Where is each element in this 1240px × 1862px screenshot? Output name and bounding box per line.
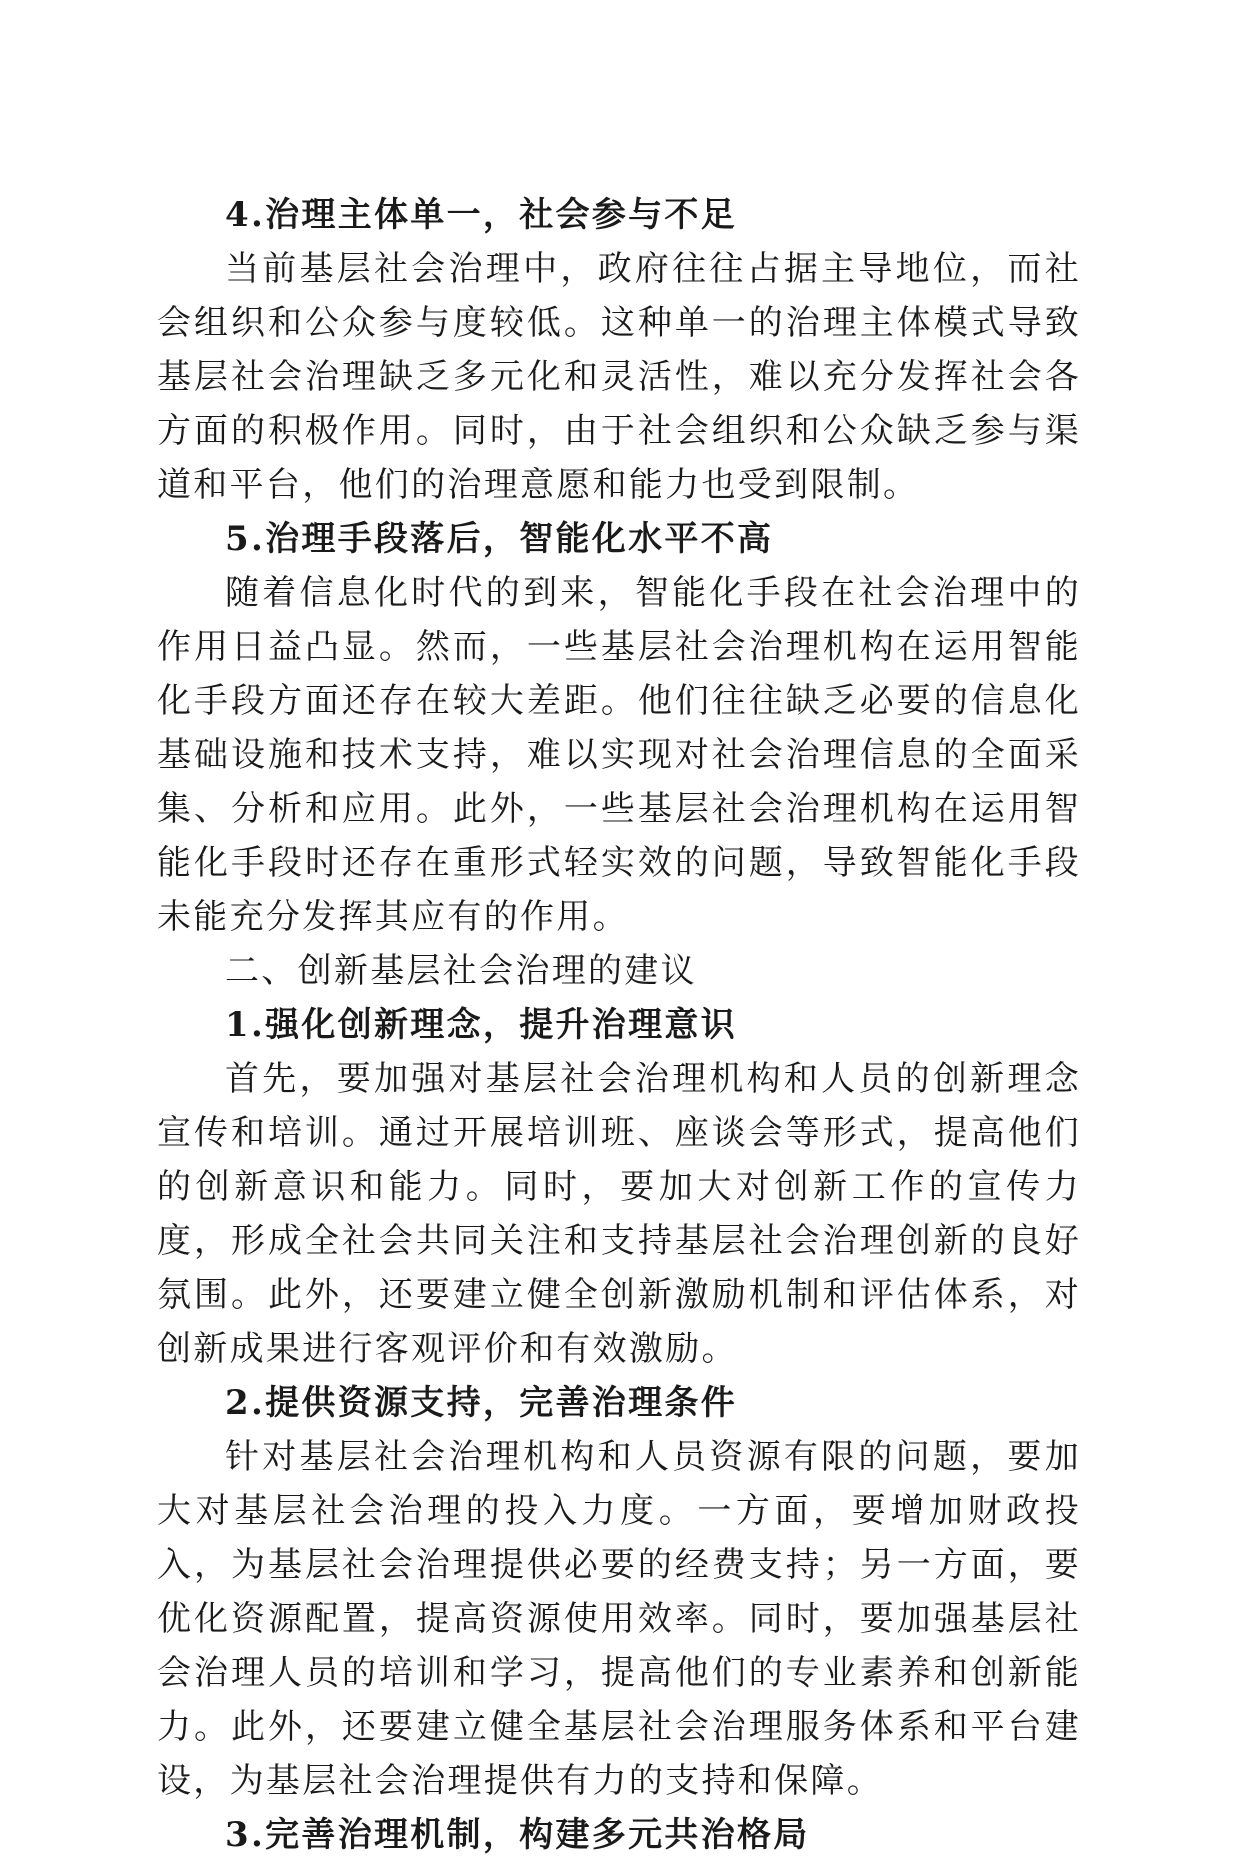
section-heading-3: 3.完善治理机制，构建多元共治格局 — [225, 1815, 810, 1855]
document-page — [157, 188, 1081, 1862]
section-heading-5: 5.治理手段落后，智能化水平不高 — [225, 519, 774, 559]
paragraph: 随着信息化时代的到来，智能化手段在社会治理中的作用日益凸显。然而，一些基层社会治理机构在运用智能化手段方面还存在较大差距。他们往往缺乏必要的信息化基础设施和技术支持，难以实现对社会治理信息的全面采集、分析和应用。此外，一些基层社会治理机构在运用智能化手段时还存在重形式轻实效的问题，导致智能化手段未能充分发挥其应有的作用。 — [157, 573, 1081, 937]
section-heading-2: 2.提供资源支持，完善治理条件 — [225, 1383, 737, 1423]
section-heading-4: 4.治理主体单一，社会参与不足 — [225, 195, 737, 235]
paragraph: 首先，要加强对基层社会治理机构和人员的创新理念宣传和培训。通过开展培训班、座谈会等形式，提高他们的创新意识和能力。同时，要加大对创新工作的宣传力度，形成全社会共同关注和支持基层社会治理创新的良好氛围。此外，还要建立健全创新激励机制和评估体系，对创新成果进行客观评价和有效激励。 — [157, 1059, 1081, 1369]
section-heading-1: 1.强化创新理念，提升治理意识 — [225, 1005, 737, 1045]
paragraph: 针对基层社会治理机构和人员资源有限的问题，要加大对基层社会治理的投入力度。一方面，要增加财政投入，为基层社会治理提供必要的经费支持；另一方面，要优化资源配置，提高资源使用效率。同时，要加强基层社会治理人员的培训和学习，提高他们的专业素养和创新能力。此外，还要建立健全基层社会治理服务体系和平台建设，为基层社会治理提供有力的支持和保障。 — [157, 1437, 1081, 1801]
paragraph: 当前基层社会治理中，政府往往占据主导地位，而社会组织和公众参与度较低。这种单一的治理主体模式导致基层社会治理缺乏多元化和灵活性，难以充分发挥社会各方面的积极作用。同时，由于社会组织和公众缺乏参与渠道和平台，他们的治理意愿和能力也受到限制。 — [157, 249, 1081, 505]
chapter-heading-2: 二、创新基层社会治理的建议 — [225, 951, 697, 991]
